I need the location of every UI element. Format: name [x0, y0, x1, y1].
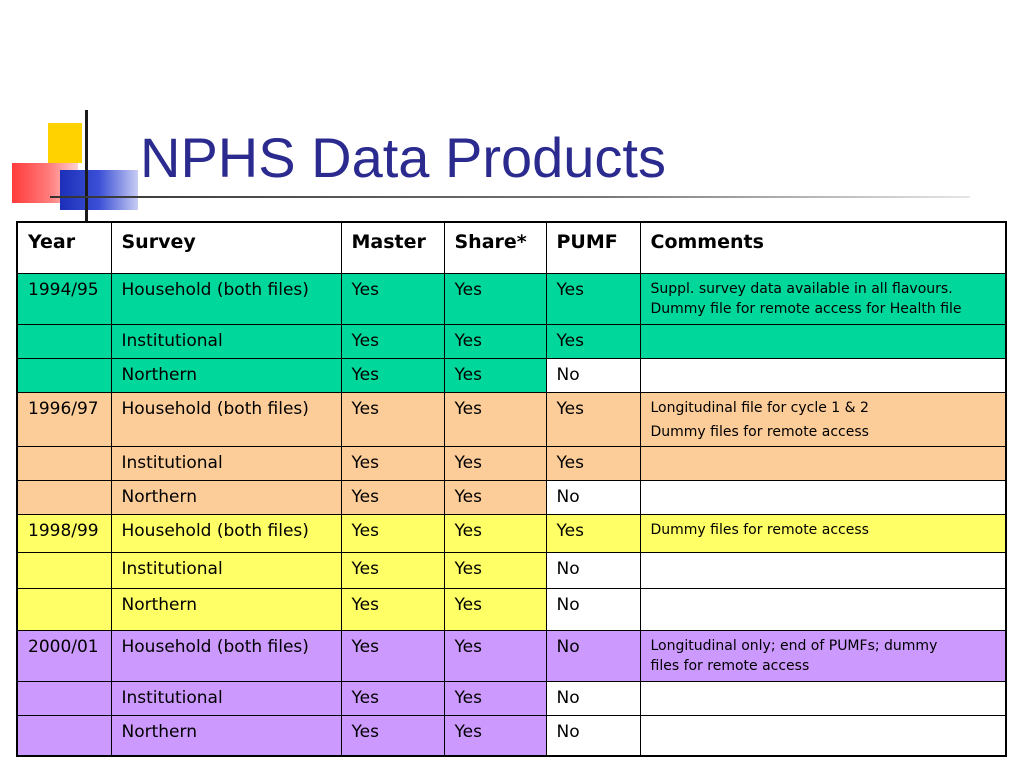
header-comments: Comments — [640, 222, 1006, 274]
table-row — [17, 481, 1006, 515]
share-cell: Yes — [444, 631, 546, 682]
table-header-row — [17, 222, 1006, 274]
table-row — [17, 515, 1006, 553]
master-cell: Yes — [341, 553, 444, 589]
share-cell: Yes — [444, 393, 546, 447]
share-cell: Yes — [444, 716, 546, 756]
survey-cell: Northern — [111, 589, 341, 631]
comment-line: files for remote access — [650, 658, 810, 674]
master-cell: Yes — [341, 325, 444, 359]
comments-cell — [640, 393, 1006, 447]
comments-cell — [640, 515, 1006, 553]
master-cell: Yes — [341, 682, 444, 716]
comments-cell — [640, 325, 1006, 359]
pumf-cell: Yes — [546, 447, 640, 481]
survey-cell: Northern — [111, 716, 341, 756]
table-row — [17, 359, 1006, 393]
pumf-cell: No — [546, 481, 640, 515]
comments-cell — [640, 631, 1006, 682]
master-cell: Yes — [341, 716, 444, 756]
share-cell: Yes — [444, 447, 546, 481]
comments-cell — [640, 553, 1006, 589]
year-cell: 2000/01 — [17, 631, 111, 682]
table-row — [17, 274, 1006, 325]
logo-yellow-square — [48, 123, 82, 163]
pumf-cell: No — [546, 631, 640, 682]
comments-cell — [640, 274, 1006, 325]
comment-line: Dummy file for remote access for Health file — [650, 301, 962, 317]
header-pumf: PUMF — [546, 222, 640, 274]
comments-cell — [640, 716, 1006, 756]
master-cell: Yes — [341, 447, 444, 481]
share-cell: Yes — [444, 589, 546, 631]
comment-line: Suppl. survey data available in all flavours. — [650, 281, 953, 297]
table-row — [17, 631, 1006, 682]
year-cell: 1994/95 — [17, 274, 111, 325]
header-share: Share* — [444, 222, 546, 274]
year-cell — [17, 716, 111, 756]
master-cell: Yes — [341, 274, 444, 325]
table-row — [17, 447, 1006, 481]
pumf-cell: No — [546, 589, 640, 631]
survey-cell: Institutional — [111, 553, 341, 589]
survey-cell: Household (both files) — [111, 393, 341, 447]
comment-line: Longitudinal only; end of PUMFs; dummy — [650, 638, 938, 654]
table-row — [17, 716, 1006, 756]
year-cell — [17, 481, 111, 515]
pumf-cell: No — [546, 716, 640, 756]
slide-title: NPHS Data Products — [140, 126, 666, 189]
year-cell — [17, 553, 111, 589]
master-cell: Yes — [341, 393, 444, 447]
comment-line: Dummy files for remote access — [650, 522, 869, 538]
share-cell: Yes — [444, 515, 546, 553]
master-cell: Yes — [341, 515, 444, 553]
survey-cell: Household (both files) — [111, 631, 341, 682]
table-row — [17, 589, 1006, 631]
pumf-cell: No — [546, 359, 640, 393]
comments-cell — [640, 481, 1006, 515]
master-cell: Yes — [341, 481, 444, 515]
survey-cell: Institutional — [111, 447, 341, 481]
share-cell: Yes — [444, 359, 546, 393]
pumf-cell: Yes — [546, 325, 640, 359]
share-cell: Yes — [444, 481, 546, 515]
table-row — [17, 553, 1006, 589]
survey-cell: Northern — [111, 359, 341, 393]
share-cell: Yes — [444, 274, 546, 325]
year-cell — [17, 682, 111, 716]
master-cell: Yes — [341, 589, 444, 631]
share-cell: Yes — [444, 553, 546, 589]
header-year: Year — [17, 222, 111, 274]
year-cell — [17, 589, 111, 631]
share-cell: Yes — [444, 682, 546, 716]
title-underline — [50, 196, 970, 198]
survey-cell: Household (both files) — [111, 274, 341, 325]
pumf-cell: Yes — [546, 515, 640, 553]
header-master: Master — [341, 222, 444, 274]
table-row — [17, 325, 1006, 359]
comments-cell — [640, 359, 1006, 393]
pumf-cell: Yes — [546, 393, 640, 447]
year-cell — [17, 359, 111, 393]
comment-line: Dummy files for remote access — [650, 424, 869, 440]
survey-cell: Northern — [111, 481, 341, 515]
year-cell: 1998/99 — [17, 515, 111, 553]
master-cell: Yes — [341, 631, 444, 682]
comment-line: Longitudinal file for cycle 1 & 2 — [650, 400, 869, 416]
survey-cell: Institutional — [111, 682, 341, 716]
table-row — [17, 682, 1006, 716]
year-cell — [17, 447, 111, 481]
table-row — [17, 393, 1006, 447]
survey-cell: Household (both files) — [111, 515, 341, 553]
pumf-cell: No — [546, 682, 640, 716]
comments-cell — [640, 589, 1006, 631]
comments-cell — [640, 682, 1006, 716]
logo-vertical-line — [85, 110, 88, 228]
share-cell: Yes — [444, 325, 546, 359]
pumf-cell: Yes — [546, 274, 640, 325]
year-cell: 1996/97 — [17, 393, 111, 447]
logo-blue-square — [60, 170, 138, 210]
pumf-cell: No — [546, 553, 640, 589]
data-products-table — [16, 221, 1007, 757]
year-cell — [17, 325, 111, 359]
master-cell: Yes — [341, 359, 444, 393]
header-survey: Survey — [111, 222, 341, 274]
survey-cell: Institutional — [111, 325, 341, 359]
comments-cell — [640, 447, 1006, 481]
